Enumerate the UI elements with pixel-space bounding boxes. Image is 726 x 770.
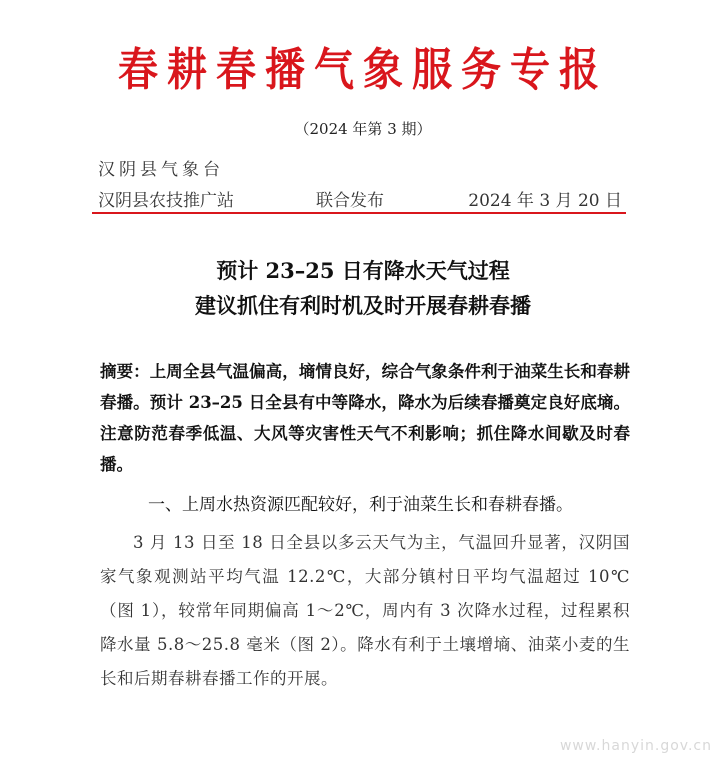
issuing-org-agri: 汉阴县农技推广站 (98, 191, 234, 211)
abstract-paragraph: 摘要：上周全县气温偏高，墒情良好，综合气象条件利于油菜生长和春耕春播。预计 23–25 日全县有中等降水，降水为后续春播奠定良好底墒。注意防范春季低温、大风等灾害性天气不利影响；抓住降水间歇及时春播。 (100, 362, 630, 474)
header-divider (92, 212, 626, 214)
site-watermark: www.hanyin.gov.cn (559, 738, 712, 754)
headline-line-1: 预计 23–25 日有降水天气过程 (216, 258, 510, 283)
section-1-heading: 一、上周水热资源匹配较好，利于油菜生长和春耕春播。 (148, 495, 573, 515)
report-title: 春耕春播气象服务专报 (118, 43, 608, 97)
release-date: 2024 年 3 月 20 日 (468, 191, 622, 211)
joint-release-label: 联合发布 (316, 191, 384, 211)
issue-number: （2024 年第 3 期） (294, 120, 432, 138)
issuer-row (98, 186, 622, 210)
section-1-body: 3 月 13 日至 18 日全县以多云天气为主，气温回升显著，汉阴国家气象观测站平均气温 12.2℃，大部分镇村日平均气温超过 10℃（图 1），较常年同期偏高 1～2℃，周内有 3 次降水过程，过程累积降水量 5.8～25.8 毫米（图 2）。降水有利于土壤增墒、油菜小麦的生长和后期春耕春播工作的开展。 (100, 533, 630, 688)
issuing-org-weather: 汉阴县气象台 (98, 160, 224, 180)
headline-line-2: 建议抓住有利时机及时开展春耕春播 (195, 293, 531, 318)
